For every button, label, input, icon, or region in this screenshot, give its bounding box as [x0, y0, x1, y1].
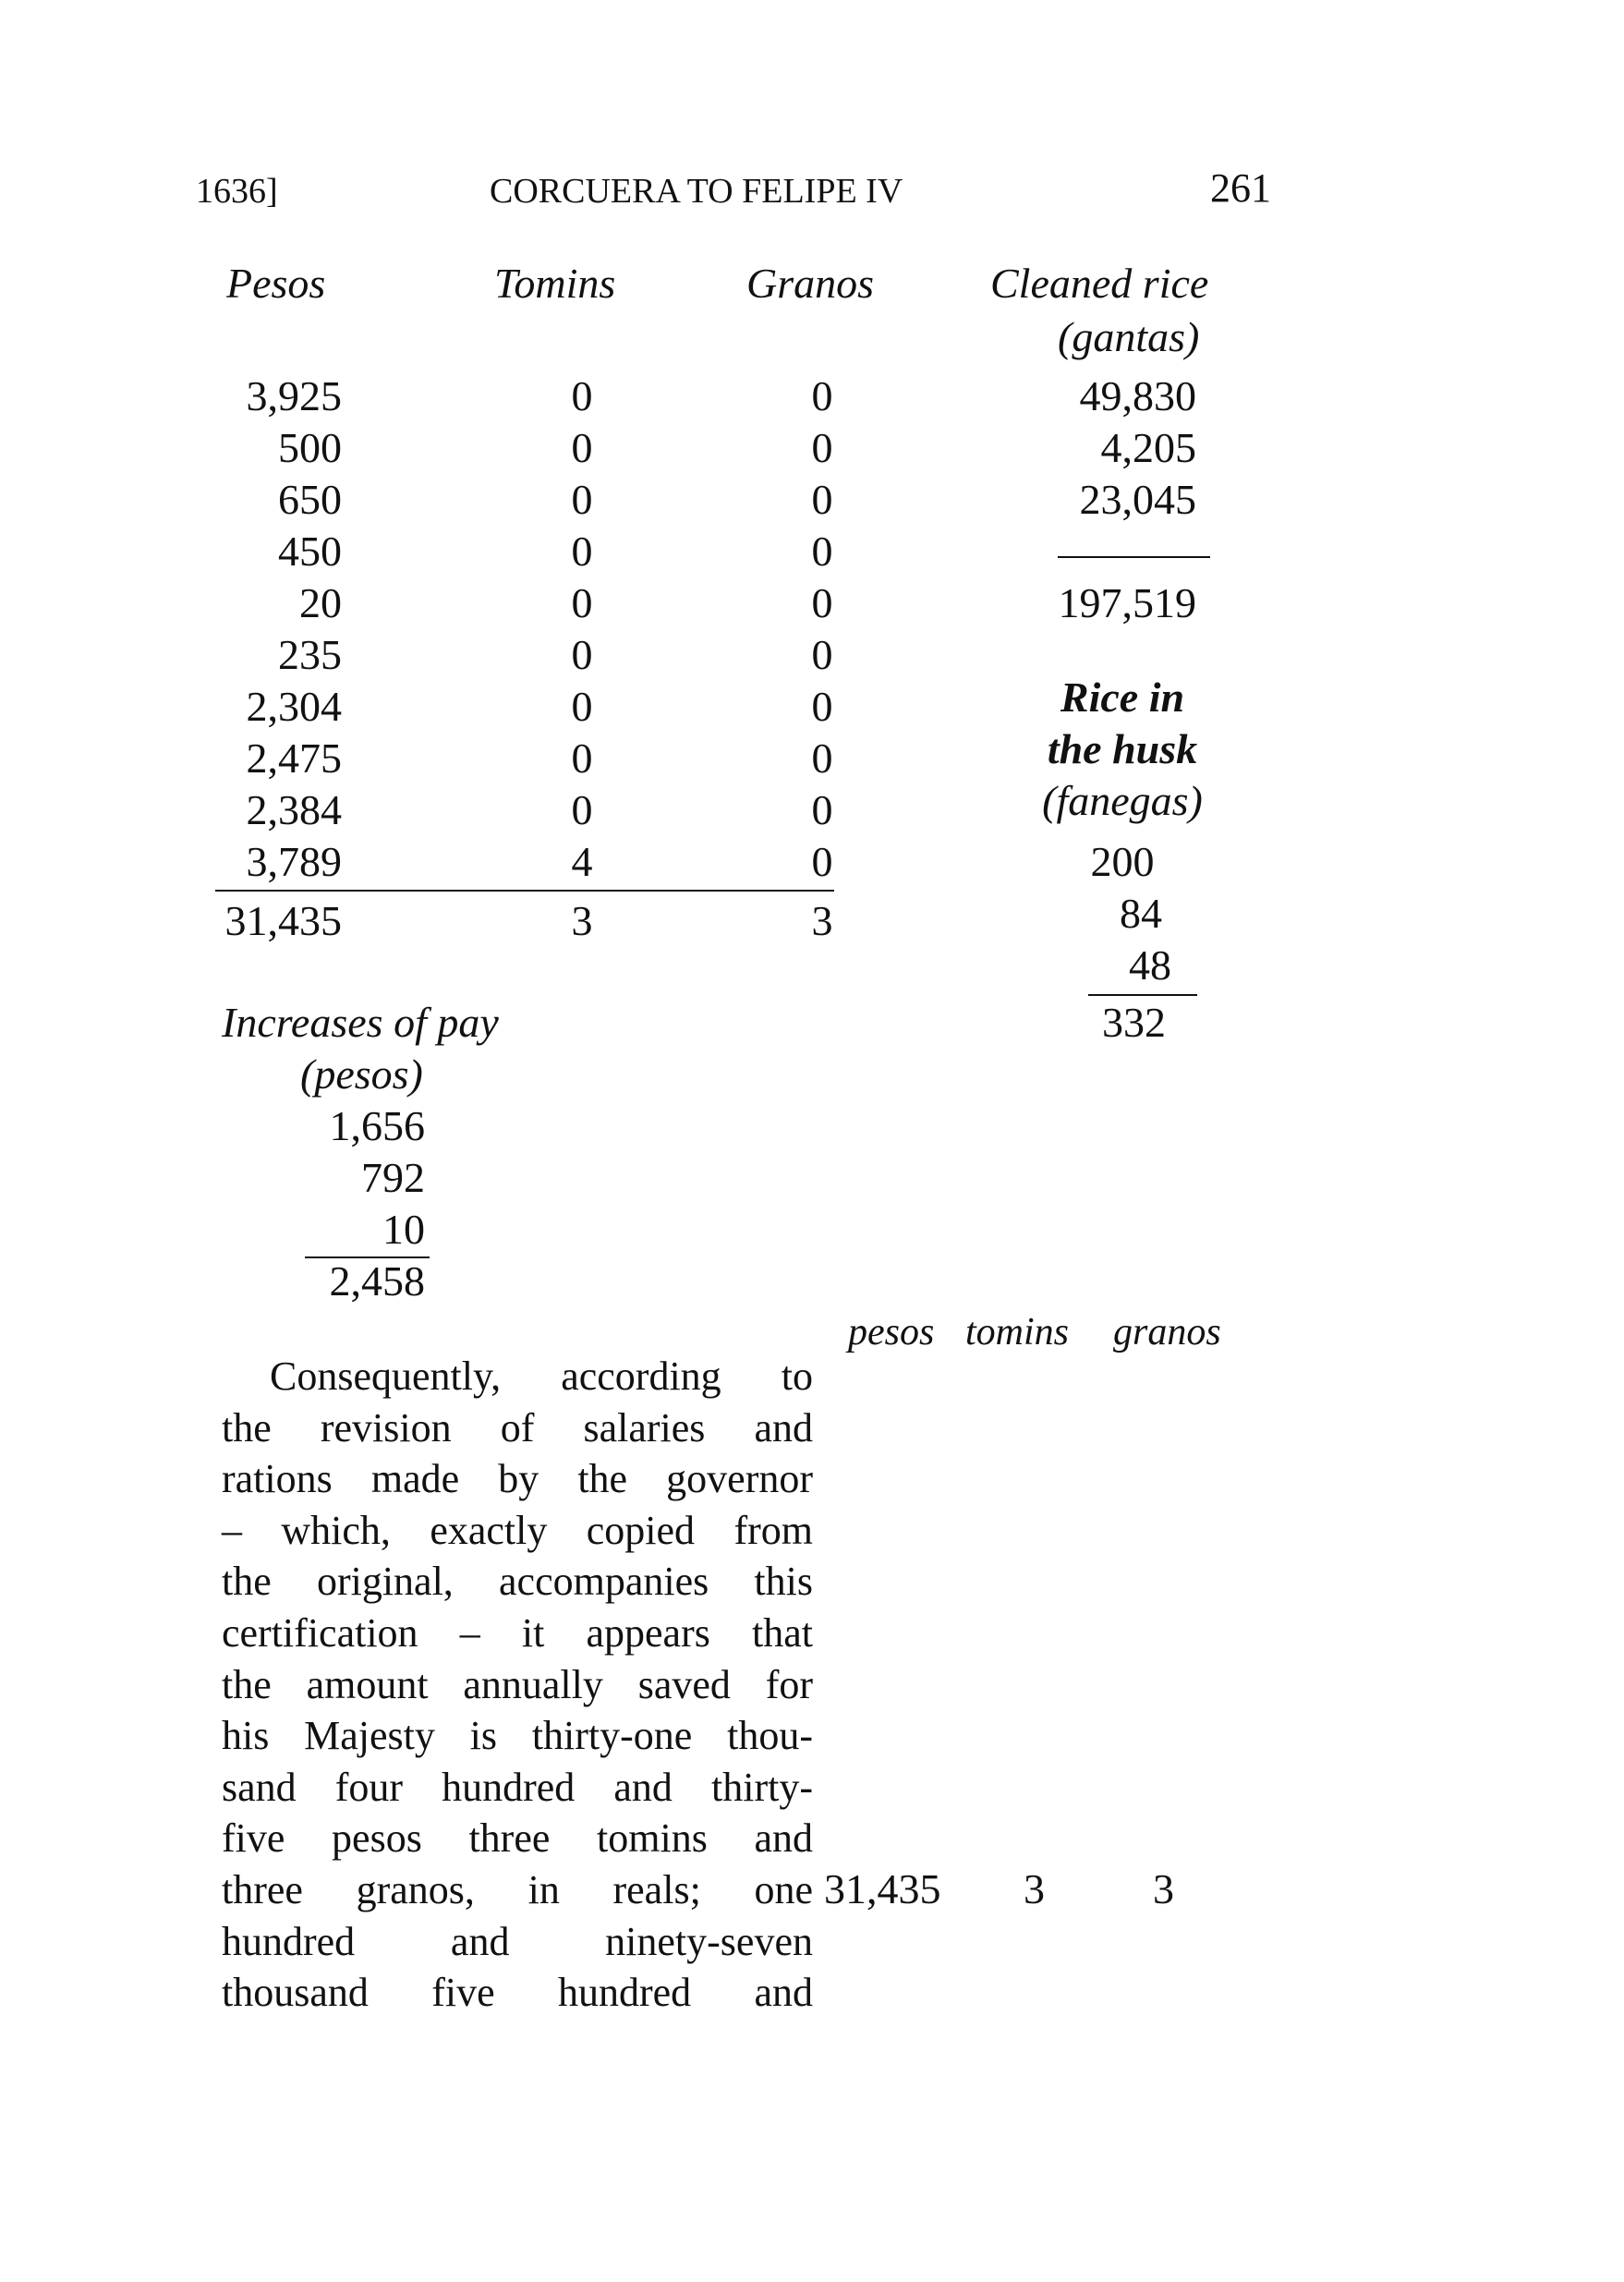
table-cell-granos: 0 [811, 786, 833, 833]
table-total-pesos: 31,435 [224, 897, 342, 944]
table-cell-granos: 0 [811, 476, 833, 523]
summary-header-pesos: pesos [848, 1311, 935, 1353]
paragraph-line: the original, accompanies this [222, 1559, 813, 1605]
husk-value: 48 [1129, 941, 1171, 989]
summary-granos-value: 3 [1153, 1865, 1174, 1912]
table-total-granos: 3 [811, 897, 833, 944]
paragraph-line: the amount annually saved for [222, 1661, 813, 1707]
table-cell-pesos: 650 [278, 476, 342, 523]
increases-total: 2,458 [329, 1257, 425, 1305]
table-cell-granos: 0 [811, 579, 833, 626]
table-cell-tomins: 0 [571, 786, 593, 833]
husk-value: 84 [1120, 890, 1162, 937]
table-cell-pesos: 3,925 [246, 372, 342, 419]
total-rule [215, 890, 834, 892]
paragraph-line: five pesos three tomins and [222, 1815, 813, 1862]
table-cell-pesos: 235 [278, 631, 342, 678]
table-cell-tomins: 0 [571, 424, 593, 471]
table-cell-tomins: 0 [571, 683, 593, 730]
table-cell-granos: 0 [811, 528, 833, 575]
table-cell-tomins: 0 [571, 528, 593, 575]
increases-label: Increases of pay [222, 999, 499, 1046]
husk-rule [1088, 994, 1197, 996]
table-total-tomins: 3 [571, 897, 593, 944]
increase-value: 792 [361, 1154, 425, 1201]
cleaned-rice-value: 23,045 [1079, 476, 1196, 523]
table-cell-granos: 0 [811, 838, 833, 885]
column-header-pesos: Pesos [226, 260, 326, 307]
cleaned-rice-total: 197,519 [1058, 579, 1196, 626]
table-cell-granos: 0 [811, 683, 833, 730]
husk-label-fanegas: (fanegas) [1042, 777, 1203, 824]
page-number: 261 [1210, 165, 1271, 211]
header-title: CORCUERA TO FELIPE IV [490, 172, 903, 211]
column-header-gantas: (gantas) [1058, 313, 1200, 360]
summary-pesos-value: 31,435 [824, 1865, 941, 1912]
body-paragraph [222, 1351, 813, 2019]
paragraph-line: thousand five hundred and [222, 1970, 813, 2016]
paragraph-line: hundred and ninety-seven [222, 1918, 813, 1964]
table-cell-pesos: 450 [278, 528, 342, 575]
paragraph-line: the revision of salaries and [222, 1404, 813, 1451]
table-cell-pesos: 20 [299, 579, 342, 626]
paragraph-line: certification – it appears that [222, 1609, 813, 1656]
husk-label: Rice in [1060, 674, 1185, 721]
table-cell-tomins: 0 [571, 476, 593, 523]
paragraph-line: sand four hundred and thirty- [222, 1764, 813, 1810]
header-section-date: 1636] [196, 172, 278, 211]
summary-header-granos: granos [1113, 1311, 1221, 1353]
summary-tomins-value: 3 [1024, 1865, 1045, 1912]
table-cell-granos: 0 [811, 734, 833, 782]
paragraph-line: his Majesty is thirty-one thou- [222, 1713, 813, 1759]
cleaned-rice-value: 49,830 [1079, 372, 1196, 419]
table-cell-pesos: 2,304 [246, 683, 342, 730]
table-cell-tomins: 4 [571, 838, 593, 885]
column-header-tomins: Tomins [494, 260, 616, 307]
column-header-granos: Granos [746, 260, 875, 307]
paragraph-line: three granos, in reals; one [222, 1866, 813, 1912]
paragraph-line: – which, exactly copied from [222, 1507, 813, 1553]
increase-value: 1,656 [329, 1102, 425, 1149]
paragraph-line: Consequently, according to [270, 1353, 813, 1399]
table-cell-granos: 0 [811, 631, 833, 678]
increases-label-pesos: (pesos) [300, 1050, 423, 1098]
husk-value: 200 [1090, 838, 1155, 885]
table-cell-pesos: 3,789 [246, 838, 342, 885]
increase-value: 10 [382, 1206, 425, 1253]
table-cell-granos: 0 [811, 372, 833, 419]
cleaned-rice-value: 4,205 [1100, 424, 1196, 471]
paragraph-line: rations made by the governor [222, 1456, 813, 1502]
husk-total: 332 [1102, 999, 1166, 1046]
table-cell-tomins: 0 [571, 579, 593, 626]
summary-header-tomins: tomins [965, 1311, 1070, 1353]
column-header-cleaned-rice: Cleaned rice [990, 260, 1209, 307]
table-cell-tomins: 0 [571, 734, 593, 782]
table-cell-pesos: 2,475 [246, 734, 342, 782]
table-cell-granos: 0 [811, 424, 833, 471]
table-cell-pesos: 2,384 [246, 786, 342, 833]
cleaned-rice-rule [1058, 556, 1210, 558]
table-cell-pesos: 500 [278, 424, 342, 471]
husk-label: the husk [1047, 725, 1198, 772]
table-cell-tomins: 0 [571, 631, 593, 678]
table-cell-tomins: 0 [571, 372, 593, 419]
